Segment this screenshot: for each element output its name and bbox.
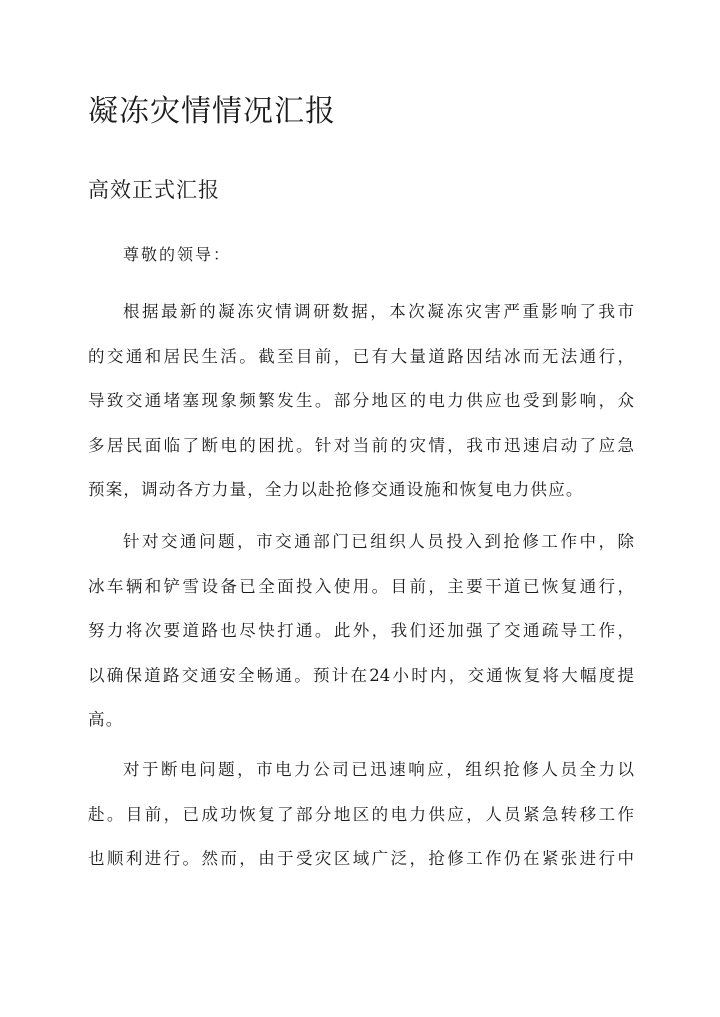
text-line: 针对交通问题，市交通部门已组织人员投入到抢修工作中，除 [123, 532, 634, 551]
document-subtitle: 高效正式汇报 [88, 178, 220, 202]
text-line: 赴。目前，已成功恢复了部分地区的电力供应，人员紧急转移工作 [88, 804, 634, 824]
text-line: 高。 [88, 710, 124, 729]
paragraph-power-response [88, 748, 634, 882]
text-line: 以确保道路交通安全畅通。预计在24小时内，交通恢复将大幅度提 [88, 665, 634, 685]
text-line: 努力将次要道路也尽快打通。此外，我们还加强了交通疏导工作， [88, 621, 634, 640]
text-line: 多居民面临了断电的困扰。针对当前的灾情，我市迅速启动了应急 [88, 435, 634, 455]
paragraph-traffic-power-overview [88, 290, 634, 513]
text-line: 冰车辆和铲雪设备已全面投入使用。目前，主要干道已恢复通行， [88, 576, 634, 596]
text-line: 也顺利进行。然而，由于受灾区域广泛，抢修工作仍在紧张进行中 [88, 849, 634, 868]
document-title: 凝冻灾情情况汇报 [88, 94, 336, 129]
greeting: 尊敬的领导： [123, 245, 232, 264]
text-line: 的交通和居民生活。截至目前，已有大量道路因结冰而无法通行， [88, 346, 634, 366]
paragraph-traffic-response [88, 520, 634, 743]
text-line: 根据最新的凝冻灾情调研数据，本次凝冻灾害严重影响了我市 [123, 302, 634, 321]
text-line: 预案，调动各方力量，全力以赴抢修交通设施和恢复电力供应。 [88, 480, 584, 499]
text-line: 导致交通堵塞现象频繁发生。部分地区的电力供应也受到影响，众 [88, 391, 634, 410]
text-line: 对于断电问题，市电力公司已迅速响应，组织抢修人员全力以 [123, 760, 634, 779]
